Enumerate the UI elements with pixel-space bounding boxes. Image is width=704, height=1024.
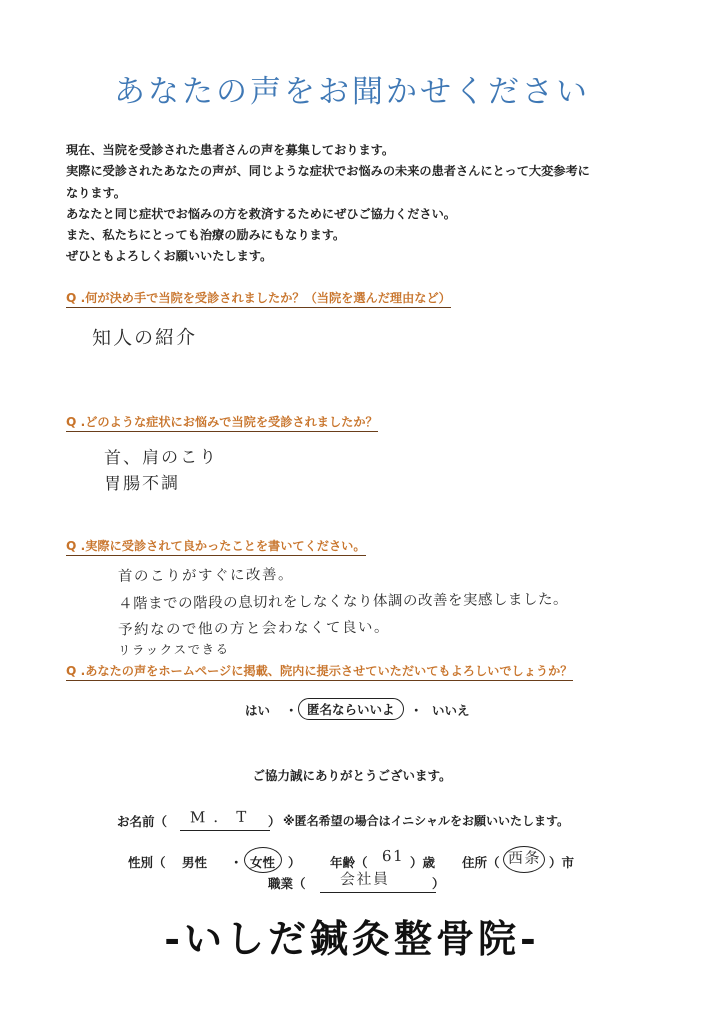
name-close: ） bbox=[268, 814, 281, 829]
gender-close: ） bbox=[288, 855, 301, 870]
consent-anonymous-selected[interactable]: 匿名ならいいよ bbox=[298, 698, 404, 720]
consent-yes[interactable]: はい bbox=[245, 703, 271, 718]
intro-line: また、私たちにとっても治療の励みにもなります。 bbox=[66, 228, 346, 243]
name-value[interactable]: M．T bbox=[189, 807, 255, 827]
age-close: ）歳 bbox=[410, 855, 436, 870]
thanks-message: ご協力誠にありがとうございます。 bbox=[252, 768, 452, 783]
answer-3-line: ４階までの階段の息切れをしなくなり体調の改善を実感しました。 bbox=[117, 591, 569, 613]
gender-female-selected[interactable]: 女性 bbox=[250, 855, 276, 870]
answer-1-line: 知人の紹介 bbox=[91, 326, 198, 350]
answer-2-line: 首、肩のこり bbox=[103, 447, 219, 469]
intro-line: あなたと同じ症状でお悩みの方を救済するためにぜひご協力ください。 bbox=[66, 206, 456, 221]
job-underline bbox=[320, 892, 436, 893]
answer-2-line: 胃腸不調 bbox=[103, 473, 181, 495]
job-close: ） bbox=[432, 876, 445, 891]
question-1: Q .何が決め手で当院を受診されましたか？（当院を選んだ理由など） bbox=[66, 289, 451, 308]
name-underline bbox=[180, 830, 270, 831]
question-4: Q .あなたの声をホームページに掲載、院内に提示させていただいてもよろしいでしょうか？ bbox=[66, 662, 573, 681]
answer-3-line: 首のこりがすぐに改善。 bbox=[117, 567, 295, 585]
address-label: 住所（ bbox=[462, 855, 500, 870]
age-value[interactable]: 61 bbox=[381, 846, 405, 866]
clinic-name-footer: -いしだ鍼灸整骨院- bbox=[164, 916, 540, 961]
job-value[interactable]: 会社員 bbox=[339, 869, 390, 889]
consent-no[interactable]: いいえ bbox=[432, 703, 470, 718]
name-label: お名前（ bbox=[117, 814, 168, 829]
page-title: あなたの声をお聞かせください bbox=[114, 74, 590, 110]
address-close: ）市 bbox=[549, 855, 575, 870]
address-circle bbox=[503, 846, 545, 873]
gender-selection-circle bbox=[244, 847, 282, 873]
intro-line: 現在、当院を受診された患者さんの声を募集しております。 bbox=[66, 143, 395, 157]
intro-line: 実際に受診されたあなたの声が、同じような症状でお悩みの未来の患者さんにとって大変参考に bbox=[66, 164, 590, 179]
intro-line: なります。 bbox=[66, 185, 126, 200]
answer-3-line: 予約なので他の方と会わなくて良い。 bbox=[117, 619, 391, 639]
question-3: Q .実際に受診されて良かったことを書いてください。 bbox=[66, 537, 366, 556]
separator: ・ bbox=[285, 703, 298, 718]
separator: ・ bbox=[230, 855, 243, 870]
question-2: Q .どのような症状にお悩みで当院を受診されましたか？ bbox=[66, 413, 378, 432]
address-value[interactable]: 西条 bbox=[507, 848, 542, 868]
gender-male[interactable]: 男性 bbox=[182, 855, 208, 870]
job-label: 職業（ bbox=[268, 876, 306, 891]
age-label: 年齢（ bbox=[330, 855, 368, 870]
answer-3-line: リラックスできる bbox=[117, 641, 230, 658]
separator: ・ bbox=[410, 703, 423, 718]
name-note: ※匿名希望の場合はイニシャルをお願いいたします。 bbox=[283, 814, 569, 828]
intro-line: ぜひともよろしくお願いいたします。 bbox=[66, 249, 273, 264]
gender-label: 性別（ bbox=[128, 855, 166, 870]
intro-text bbox=[66, 140, 656, 268]
